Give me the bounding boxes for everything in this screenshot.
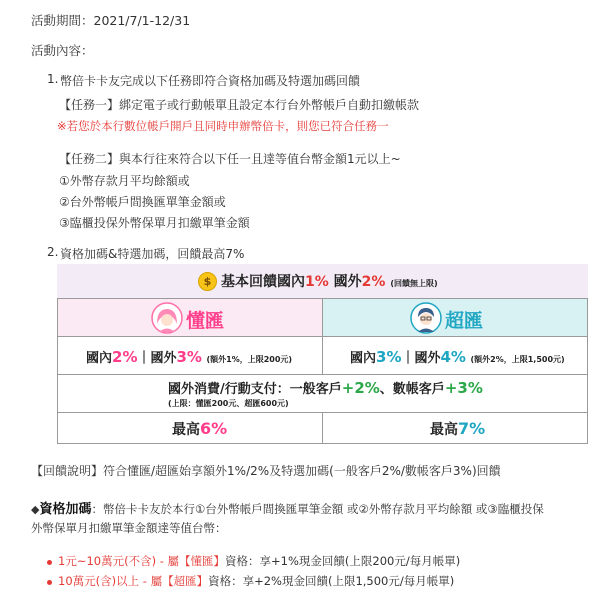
reward-explanation: 【回饋說明】符合懂匯/超匯始享額外1%/2%及特選加碼(一般客戶2%/數帳客戶3%)回饋: [31, 464, 501, 478]
dong-hui-foreign-pct: 3%: [176, 348, 202, 366]
item2-text: 資格加碼&特選加碼，回饋最高7%: [60, 247, 245, 261]
task2-option-1: ①外幣存款月平均餘額或: [59, 174, 190, 188]
reward-table: [57, 264, 588, 444]
diamond-bullet-icon: ◆: [31, 503, 40, 516]
tier-1-rest: 資格：享+1%現金回饋(上限200元/每月帳單): [225, 554, 461, 568]
tier-2-rest: 資格：享+2%現金回饋(上限1,500元/每月帳單): [208, 574, 455, 588]
chao-hui-foreign-pct: 4%: [440, 348, 466, 366]
dong-hui-title: 懂匯: [186, 310, 225, 332]
banner-note: (回饋無上限): [390, 279, 438, 288]
dong-hui-max-pct: 6%: [200, 419, 228, 438]
dong-hui-domestic-label: 國內: [86, 351, 113, 366]
man-avatar-icon: [409, 302, 443, 334]
tier-2-tag: 【超匯】: [162, 574, 209, 588]
special-bonus-cell: [58, 375, 587, 413]
item1-number: 1.: [47, 72, 59, 86]
chao-hui-rate: [350, 347, 565, 366]
chao-hui-rate-note: (額外2%，上限1,500元): [470, 355, 565, 364]
special-bonus-d: +3%: [444, 379, 483, 397]
bonus-line-2: 外幣保單月扣繳單筆金額達等值台幣：: [31, 521, 227, 535]
chao-hui-title: 超匯: [445, 310, 484, 332]
dong-hui-header: [58, 299, 323, 337]
chao-hui-header: [323, 299, 587, 337]
chao-hui-domestic-label: 國內: [350, 351, 377, 366]
chao-hui-rate-cell: [323, 337, 587, 375]
dong-hui-foreign-label: ｜國外: [137, 351, 177, 366]
dong-hui-rate-cell: [58, 337, 323, 375]
basic-reward-banner: [57, 264, 588, 298]
dong-hui-max: [172, 419, 227, 439]
task2-option-3: ③臨櫃投保外幣保單月扣繳單筆金額: [59, 216, 250, 230]
chao-hui-max-cell: [323, 413, 587, 443]
tier-2: [58, 573, 454, 589]
special-bonus-c: 、數帳客戶: [379, 382, 445, 397]
tier-2-bullet: [47, 580, 52, 585]
chao-hui-max-pct: 7%: [458, 419, 486, 438]
content-label: 活動內容：: [31, 43, 94, 58]
dong-hui-max-cell: [58, 413, 323, 443]
banner-part1: 基本回饋國內: [221, 274, 305, 290]
task1-text: 【任務一】綁定電子或行動帳單且設定本行台外幣帳戶自動扣繳帳款: [59, 98, 420, 112]
dong-hui-max-label: 最高: [172, 422, 200, 438]
coin-icon: $: [198, 272, 217, 291]
chao-hui-domestic-pct: 3%: [376, 348, 402, 366]
item1-text: 幣倍卡卡友完成以下任務即符合資格加碼及特選加碼回饋: [60, 74, 361, 88]
tier-2-range: 10萬元(含)以上 - 屬: [58, 574, 163, 588]
special-bonus-text: [168, 378, 483, 397]
bonus-line-1: [31, 498, 544, 517]
banner-text: [221, 271, 438, 291]
special-bonus-sub: (上限：懂匯200元、超匯600元): [168, 399, 289, 408]
banner-pct1: 1%: [305, 274, 329, 290]
reward-grid: [57, 298, 588, 444]
chao-hui-max-label: 最高: [430, 422, 458, 438]
dong-hui-domestic-pct: 2%: [112, 348, 138, 366]
task1-note: ※若您於本行數位帳戶開戶且同時申辦幣倍卡，則您已符合任務一: [57, 119, 389, 133]
bonus-title: 資格加碼: [39, 502, 92, 517]
tier-1-tag: 【懂匯】: [179, 554, 226, 568]
task2-option-2: ②台外幣帳戶間換匯單筆金額或: [59, 195, 226, 209]
task2-text: 【任務二】與本行往來符合以下任一且達等值台幣金額1元以上~: [59, 152, 401, 166]
banner-part2: 國外: [333, 274, 362, 290]
woman-avatar-icon: [150, 302, 184, 334]
item2-number: 2.: [47, 245, 59, 259]
activity-period: 活動期間：2021/7/1-12/31: [31, 13, 191, 28]
chao-hui-max: [430, 419, 485, 439]
tier-1: [58, 553, 460, 569]
tier-1-range: 1元~10萬元(不含) - 屬: [58, 554, 180, 568]
chao-hui-foreign-label: ｜國外: [401, 351, 441, 366]
dong-hui-rate: [86, 347, 292, 366]
special-bonus-a: 國外消費/行動支付：一般客戶: [168, 382, 342, 397]
dong-hui-rate-note: (額外1%，上限200元): [206, 355, 293, 364]
banner-pct2: 2%: [361, 274, 386, 290]
tier-1-bullet: [47, 560, 52, 565]
special-bonus-b: +2%: [341, 379, 380, 397]
bonus-text-1: ：幣倍卡卡友於本行①台外幣帳戶間換匯單筆金額 或②外幣存款月平均餘額 或③臨櫃投保: [91, 502, 544, 516]
